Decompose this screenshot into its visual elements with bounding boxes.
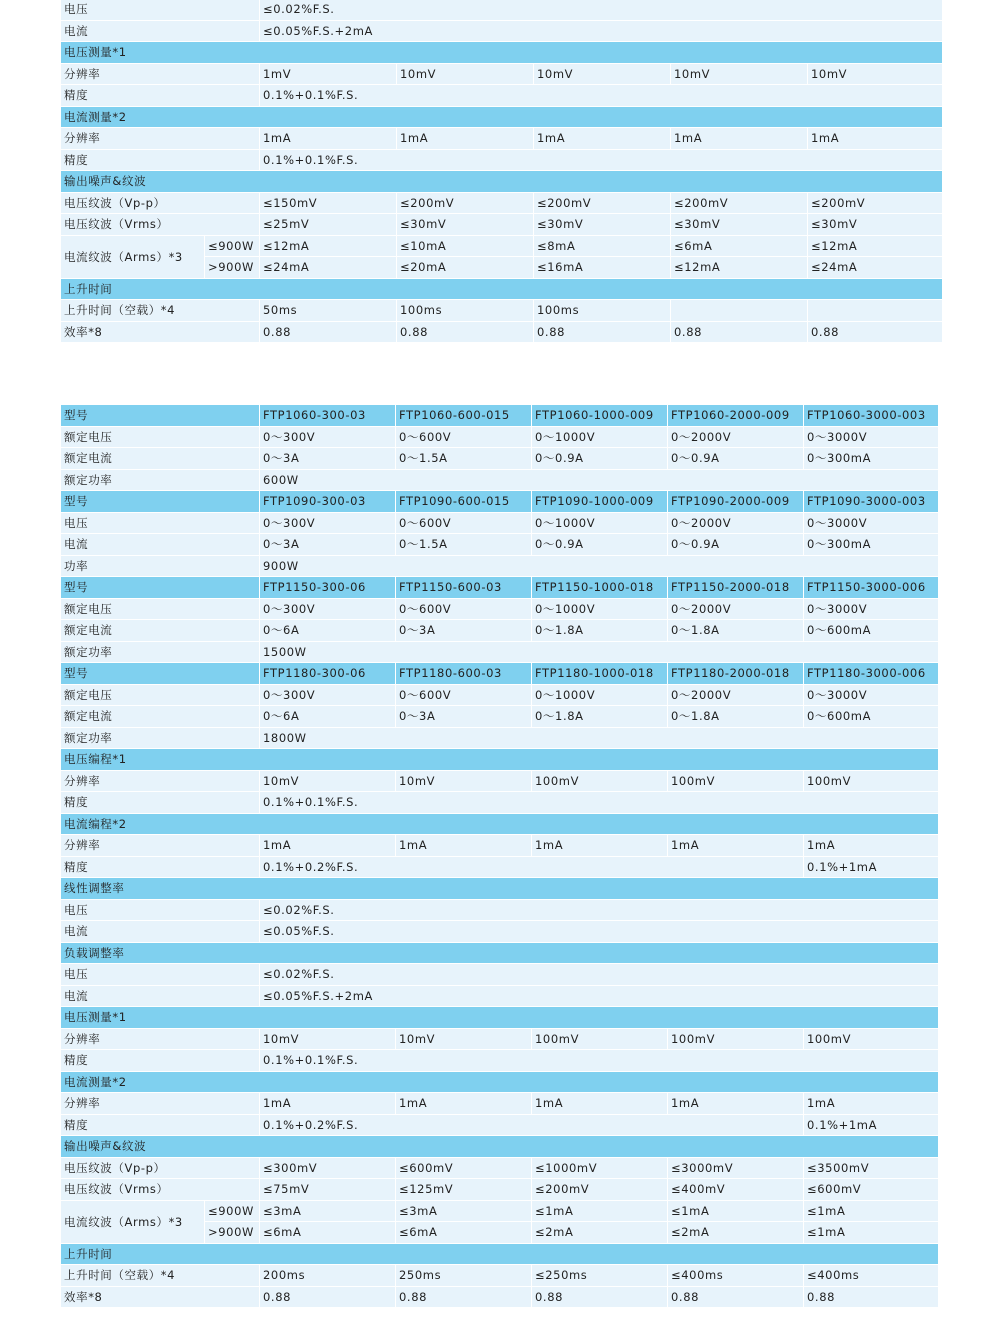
value-cell: ≤0.02%F.S. bbox=[260, 0, 943, 20]
value-cell: ≤600mV bbox=[396, 1157, 532, 1179]
value-cell: 1800W bbox=[260, 727, 939, 749]
model-name: FTP1060-3000-003 bbox=[804, 405, 939, 427]
row-label: 电压 bbox=[61, 964, 260, 986]
value-cell: 0～1000V bbox=[532, 426, 668, 448]
empty-cell bbox=[808, 300, 943, 322]
value-cell: ≤1mA bbox=[804, 1222, 939, 1244]
section-title: 电压测量*1 bbox=[61, 42, 943, 64]
value-cell: ≤200mV bbox=[397, 192, 534, 214]
value-cell: 1500W bbox=[260, 641, 939, 663]
model-header-row bbox=[61, 491, 939, 513]
section-title: 电压编程*1 bbox=[61, 749, 939, 771]
model-label: 型号 bbox=[61, 577, 260, 599]
value-cell: 10mV bbox=[260, 1028, 396, 1050]
value-cell: ≤16mA bbox=[534, 257, 671, 279]
table-row bbox=[61, 192, 943, 214]
value-cell: 50ms bbox=[260, 300, 397, 322]
table-row bbox=[61, 899, 939, 921]
value-cell: 0.1%+0.1%F.S. bbox=[260, 85, 943, 107]
value-cell: 0.1%+0.1%F.S. bbox=[260, 792, 939, 814]
value-cell: 0～3000V bbox=[804, 512, 939, 534]
row-label: 功率 bbox=[61, 555, 260, 577]
section-row bbox=[61, 42, 943, 64]
section-title: 负载调整率 bbox=[61, 942, 939, 964]
value-cell: ≤12mA bbox=[808, 235, 943, 257]
value-cell: ≤1mA bbox=[668, 1200, 804, 1222]
value-cell: 0～1.8A bbox=[668, 620, 804, 642]
value-cell: 0.88 bbox=[534, 321, 671, 343]
value-cell: ≤3000mV bbox=[668, 1157, 804, 1179]
model-name: FTP1150-600-03 bbox=[396, 577, 532, 599]
table-row bbox=[61, 0, 943, 20]
value-cell: 0～600mA bbox=[804, 620, 939, 642]
row-label: 精度 bbox=[61, 85, 260, 107]
row-label: 分辨率 bbox=[61, 63, 260, 85]
table-row bbox=[61, 1179, 939, 1201]
row-label: 精度 bbox=[61, 149, 260, 171]
section-row bbox=[61, 106, 943, 128]
value-cell: 100mV bbox=[804, 770, 939, 792]
value-cell: 0～1000V bbox=[532, 684, 668, 706]
row-label: 额定电流 bbox=[61, 706, 260, 728]
power-condition: >900W bbox=[205, 1222, 260, 1244]
section-title: 电流测量*2 bbox=[61, 106, 943, 128]
value-cell: ≤20mA bbox=[397, 257, 534, 279]
table-row bbox=[61, 641, 939, 663]
power-condition: ≤900W bbox=[205, 235, 260, 257]
table-row bbox=[61, 770, 939, 792]
value-cell: ≤300mV bbox=[260, 1157, 396, 1179]
table-row bbox=[61, 20, 943, 42]
row-label: 上升时间（空载）*4 bbox=[61, 300, 260, 322]
value-cell: 10mV bbox=[397, 63, 534, 85]
value-cell: 0～1.5A bbox=[396, 448, 532, 470]
row-label: 精度 bbox=[61, 1114, 260, 1136]
row-label: 额定功率 bbox=[61, 469, 260, 491]
value-cell: ≤6mA bbox=[671, 235, 808, 257]
value-cell: ≤200mV bbox=[808, 192, 943, 214]
value-cell: 100mV bbox=[532, 1028, 668, 1050]
table-row bbox=[61, 985, 939, 1007]
value-cell: 0～300V bbox=[260, 512, 396, 534]
row-label: 电流纹波（Arms）*3 bbox=[61, 235, 205, 278]
value-cell: 0～2000V bbox=[668, 684, 804, 706]
value-cell: ≤3mA bbox=[396, 1200, 532, 1222]
table-row bbox=[61, 706, 939, 728]
row-label: 效率*8 bbox=[61, 1286, 260, 1308]
model-name: FTP1150-3000-006 bbox=[804, 577, 939, 599]
section-row bbox=[61, 942, 939, 964]
section-row bbox=[61, 1136, 939, 1158]
table-row bbox=[61, 555, 939, 577]
row-label: 额定电压 bbox=[61, 426, 260, 448]
section-row bbox=[61, 813, 939, 835]
value-cell: 1mA bbox=[397, 128, 534, 150]
model-name: FTP1090-300-03 bbox=[260, 491, 396, 513]
value-cell: ≤0.05%F.S.+2mA bbox=[260, 985, 939, 1007]
value-cell: 1mA bbox=[671, 128, 808, 150]
table-row bbox=[61, 620, 939, 642]
power-condition: ≤900W bbox=[205, 1200, 260, 1222]
model-name: FTP1180-300-06 bbox=[260, 663, 396, 685]
value-cell: 0～0.9A bbox=[532, 534, 668, 556]
value-cell: 100ms bbox=[534, 300, 671, 322]
value-cell: 0～3A bbox=[396, 620, 532, 642]
table-row bbox=[61, 792, 939, 814]
section-row bbox=[61, 878, 939, 900]
row-label: 额定电流 bbox=[61, 620, 260, 642]
value-cell: ≤0.05%F.S. bbox=[260, 921, 939, 943]
section-row bbox=[61, 171, 943, 193]
value-cell: 0～300V bbox=[260, 426, 396, 448]
value-cell: ≤75mV bbox=[260, 1179, 396, 1201]
section-row bbox=[61, 1007, 939, 1029]
section-title: 输出噪声&纹波 bbox=[61, 1136, 939, 1158]
row-label: 电压 bbox=[61, 512, 260, 534]
value-cell: 0～600V bbox=[396, 512, 532, 534]
value-cell: 0.88 bbox=[397, 321, 534, 343]
row-label: 精度 bbox=[61, 1050, 260, 1072]
value-cell: 0～300mA bbox=[804, 534, 939, 556]
value-cell: 1mA bbox=[808, 128, 943, 150]
table-row bbox=[61, 63, 943, 85]
value-cell: 10mV bbox=[534, 63, 671, 85]
value-cell: 0～0.9A bbox=[532, 448, 668, 470]
value-cell: 0～0.9A bbox=[668, 534, 804, 556]
model-name: FTP1180-600-03 bbox=[396, 663, 532, 685]
row-label: 精度 bbox=[61, 856, 260, 878]
value-cell: ≤400ms bbox=[804, 1265, 939, 1287]
value-cell: 1mA bbox=[260, 128, 397, 150]
value-cell: 0.1%+0.1%F.S. bbox=[260, 1050, 939, 1072]
section-row bbox=[61, 278, 943, 300]
value-cell: 900W bbox=[260, 555, 939, 577]
table-row bbox=[61, 1114, 939, 1136]
table-row bbox=[61, 85, 943, 107]
row-label: 分辨率 bbox=[61, 1093, 260, 1115]
value-cell: 1mA bbox=[532, 1093, 668, 1115]
table-row bbox=[61, 598, 939, 620]
row-label: 电流 bbox=[61, 20, 260, 42]
table-row bbox=[61, 214, 943, 236]
table-row bbox=[61, 300, 943, 322]
section-title: 上升时间 bbox=[61, 1243, 939, 1265]
value-cell: ≤1mA bbox=[804, 1200, 939, 1222]
model-name: FTP1060-1000-009 bbox=[532, 405, 668, 427]
table-row bbox=[61, 727, 939, 749]
value-cell: 0～6A bbox=[260, 706, 396, 728]
value-cell: 100mV bbox=[532, 770, 668, 792]
value-cell: 0.88 bbox=[808, 321, 943, 343]
value-cell: 0～0.9A bbox=[668, 448, 804, 470]
value-cell: 0～300V bbox=[260, 684, 396, 706]
value-cell: ≤0.02%F.S. bbox=[260, 964, 939, 986]
value-cell: 0～300V bbox=[260, 598, 396, 620]
value-cell: 0～1.5A bbox=[396, 534, 532, 556]
value-cell: 1mA bbox=[668, 1093, 804, 1115]
value-cell: 200ms bbox=[260, 1265, 396, 1287]
table-row bbox=[61, 448, 939, 470]
value-cell: 0～2000V bbox=[668, 598, 804, 620]
section-title: 线性调整率 bbox=[61, 878, 939, 900]
model-label: 型号 bbox=[61, 491, 260, 513]
value-cell: ≤125mV bbox=[396, 1179, 532, 1201]
value-cell: 10mV bbox=[396, 770, 532, 792]
value-cell: 0.1%+0.1%F.S. bbox=[260, 149, 943, 171]
model-name: FTP1090-1000-009 bbox=[532, 491, 668, 513]
value-cell: 250ms bbox=[396, 1265, 532, 1287]
table-row bbox=[61, 1286, 939, 1308]
value-cell: ≤200mV bbox=[534, 192, 671, 214]
value-cell: 0.88 bbox=[260, 321, 397, 343]
value-cell: ≤24mA bbox=[260, 257, 397, 279]
value-cell: 0～600mA bbox=[804, 706, 939, 728]
value-cell: 600W bbox=[260, 469, 939, 491]
spec-table-bottom bbox=[60, 404, 939, 1308]
value-cell: 0～3000V bbox=[804, 684, 939, 706]
value-cell: 1mA bbox=[260, 835, 396, 857]
table-row bbox=[61, 856, 939, 878]
value-cell: 10mV bbox=[260, 770, 396, 792]
value-cell: 0～3000V bbox=[804, 426, 939, 448]
model-name: FTP1180-1000-018 bbox=[532, 663, 668, 685]
value-cell: 100ms bbox=[397, 300, 534, 322]
value-cell: 0～2000V bbox=[668, 426, 804, 448]
model-name: FTP1180-2000-018 bbox=[668, 663, 804, 685]
model-name: FTP1060-300-03 bbox=[260, 405, 396, 427]
row-label: 额定功率 bbox=[61, 727, 260, 749]
value-cell: ≤600mV bbox=[804, 1179, 939, 1201]
table-row bbox=[61, 684, 939, 706]
value-cell: 1mA bbox=[532, 835, 668, 857]
value-cell: ≤2mA bbox=[532, 1222, 668, 1244]
value-cell: ≤1000mV bbox=[532, 1157, 668, 1179]
table-row bbox=[61, 1157, 939, 1179]
model-name: FTP1090-3000-003 bbox=[804, 491, 939, 513]
section-title: 输出噪声&纹波 bbox=[61, 171, 943, 193]
value-cell: 1mA bbox=[260, 1093, 396, 1115]
model-name: FTP1060-2000-009 bbox=[668, 405, 804, 427]
value-cell: 0.88 bbox=[532, 1286, 668, 1308]
model-name: FTP1150-300-06 bbox=[260, 577, 396, 599]
value-cell: ≤24mA bbox=[808, 257, 943, 279]
row-label: 额定电压 bbox=[61, 684, 260, 706]
value-cell: ≤6mA bbox=[396, 1222, 532, 1244]
model-name: FTP1090-600-015 bbox=[396, 491, 532, 513]
value-cell: 0.1%+0.2%F.S. bbox=[260, 856, 804, 878]
value-cell: 1mA bbox=[804, 1093, 939, 1115]
value-cell: ≤10mA bbox=[397, 235, 534, 257]
value-cell: 0～1000V bbox=[532, 598, 668, 620]
value-cell: 1mA bbox=[668, 835, 804, 857]
table-row bbox=[61, 1265, 939, 1287]
value-cell: ≤400mV bbox=[668, 1179, 804, 1201]
power-condition: >900W bbox=[205, 257, 260, 279]
row-label: 额定电压 bbox=[61, 598, 260, 620]
table-row bbox=[61, 534, 939, 556]
value-cell: 0～1.8A bbox=[668, 706, 804, 728]
value-cell: 0.1%+0.2%F.S. bbox=[260, 1114, 804, 1136]
value-cell: 0～600V bbox=[396, 426, 532, 448]
value-cell: ≤200mV bbox=[671, 192, 808, 214]
model-name: FTP1150-1000-018 bbox=[532, 577, 668, 599]
model-name: FTP1060-600-015 bbox=[396, 405, 532, 427]
value-cell: 100mV bbox=[804, 1028, 939, 1050]
section-row bbox=[61, 1243, 939, 1265]
row-label: 精度 bbox=[61, 792, 260, 814]
value-cell: ≤0.02%F.S. bbox=[260, 899, 939, 921]
row-label: 额定电流 bbox=[61, 448, 260, 470]
value-cell: 0.88 bbox=[396, 1286, 532, 1308]
value-cell: ≤25mV bbox=[260, 214, 397, 236]
row-label: 分辨率 bbox=[61, 770, 260, 792]
value-cell: 0～1.8A bbox=[532, 706, 668, 728]
value-cell: ≤6mA bbox=[260, 1222, 396, 1244]
row-label: 额定功率 bbox=[61, 641, 260, 663]
value-cell: 0.1%+1mA bbox=[804, 856, 939, 878]
model-label: 型号 bbox=[61, 405, 260, 427]
table-row bbox=[61, 149, 943, 171]
row-label: 效率*8 bbox=[61, 321, 260, 343]
table-row bbox=[61, 1050, 939, 1072]
table-row bbox=[61, 469, 939, 491]
model-label: 型号 bbox=[61, 663, 260, 685]
value-cell: 0.88 bbox=[804, 1286, 939, 1308]
table-row bbox=[61, 835, 939, 857]
table-row bbox=[61, 921, 939, 943]
table-row bbox=[61, 128, 943, 150]
table-row bbox=[61, 964, 939, 986]
row-label: 电流 bbox=[61, 985, 260, 1007]
value-cell: ≤12mA bbox=[671, 257, 808, 279]
row-label: 分辨率 bbox=[61, 1028, 260, 1050]
value-cell: 0～3A bbox=[260, 448, 396, 470]
row-label: 电压 bbox=[61, 0, 260, 20]
model-header-row bbox=[61, 663, 939, 685]
row-label: 电压纹波（Vp-p） bbox=[61, 1157, 260, 1179]
value-cell: ≤12mA bbox=[260, 235, 397, 257]
row-label: 电流 bbox=[61, 921, 260, 943]
value-cell: 1mV bbox=[260, 63, 397, 85]
model-header-row bbox=[61, 405, 939, 427]
value-cell: 1mA bbox=[396, 835, 532, 857]
value-cell: ≤30mV bbox=[534, 214, 671, 236]
empty-cell bbox=[671, 300, 808, 322]
section-title: 电流编程*2 bbox=[61, 813, 939, 835]
value-cell: ≤8mA bbox=[534, 235, 671, 257]
value-cell: ≤0.05%F.S.+2mA bbox=[260, 20, 943, 42]
value-cell: ≤1mA bbox=[532, 1200, 668, 1222]
value-cell: 0.88 bbox=[671, 321, 808, 343]
table-row bbox=[61, 1028, 939, 1050]
value-cell: 10mV bbox=[671, 63, 808, 85]
value-cell: ≤3500mV bbox=[804, 1157, 939, 1179]
row-label: 电压 bbox=[61, 899, 260, 921]
section-row bbox=[61, 749, 939, 771]
model-name: FTP1090-2000-009 bbox=[668, 491, 804, 513]
value-cell: ≤150mV bbox=[260, 192, 397, 214]
table-row bbox=[61, 512, 939, 534]
row-label: 电流 bbox=[61, 534, 260, 556]
row-label: 分辨率 bbox=[61, 128, 260, 150]
row-label: 上升时间（空载）*4 bbox=[61, 1265, 260, 1287]
table-row bbox=[61, 1200, 939, 1222]
table-row bbox=[61, 1093, 939, 1115]
value-cell: 0.88 bbox=[260, 1286, 396, 1308]
value-cell: 10mV bbox=[808, 63, 943, 85]
value-cell: ≤200mV bbox=[532, 1179, 668, 1201]
value-cell: 0～300mA bbox=[804, 448, 939, 470]
row-label: 分辨率 bbox=[61, 835, 260, 857]
value-cell: 0～3000V bbox=[804, 598, 939, 620]
spec-table-top bbox=[60, 0, 943, 343]
value-cell: ≤2mA bbox=[668, 1222, 804, 1244]
value-cell: 100mV bbox=[668, 1028, 804, 1050]
value-cell: 0～6A bbox=[260, 620, 396, 642]
section-title: 上升时间 bbox=[61, 278, 943, 300]
value-cell: 10mV bbox=[396, 1028, 532, 1050]
value-cell: ≤400ms bbox=[668, 1265, 804, 1287]
value-cell: ≤30mV bbox=[671, 214, 808, 236]
value-cell: 1mA bbox=[804, 835, 939, 857]
value-cell: 0～2000V bbox=[668, 512, 804, 534]
value-cell: 100mV bbox=[668, 770, 804, 792]
value-cell: 1mA bbox=[534, 128, 671, 150]
table-row bbox=[61, 235, 943, 257]
section-title: 电压测量*1 bbox=[61, 1007, 939, 1029]
section-row bbox=[61, 1071, 939, 1093]
row-label: 电压纹波（Vrms） bbox=[61, 214, 260, 236]
row-label: 电流纹波（Arms）*3 bbox=[61, 1200, 205, 1243]
value-cell: 1mA bbox=[396, 1093, 532, 1115]
value-cell: 0～3A bbox=[260, 534, 396, 556]
value-cell: 0～3A bbox=[396, 706, 532, 728]
value-cell: 0.88 bbox=[668, 1286, 804, 1308]
row-label: 电压纹波（Vrms） bbox=[61, 1179, 260, 1201]
value-cell: 0～1000V bbox=[532, 512, 668, 534]
table-row bbox=[61, 321, 943, 343]
row-label: 电压纹波（Vp-p） bbox=[61, 192, 260, 214]
value-cell: ≤30mV bbox=[808, 214, 943, 236]
value-cell: 0～600V bbox=[396, 684, 532, 706]
value-cell: 0～600V bbox=[396, 598, 532, 620]
model-name: FTP1150-2000-018 bbox=[668, 577, 804, 599]
value-cell: 0.1%+1mA bbox=[804, 1114, 939, 1136]
value-cell: ≤30mV bbox=[397, 214, 534, 236]
model-header-row bbox=[61, 577, 939, 599]
value-cell: ≤250ms bbox=[532, 1265, 668, 1287]
value-cell: 0～1.8A bbox=[532, 620, 668, 642]
section-title: 电流测量*2 bbox=[61, 1071, 939, 1093]
value-cell: ≤3mA bbox=[260, 1200, 396, 1222]
model-name: FTP1180-3000-006 bbox=[804, 663, 939, 685]
table-row bbox=[61, 426, 939, 448]
